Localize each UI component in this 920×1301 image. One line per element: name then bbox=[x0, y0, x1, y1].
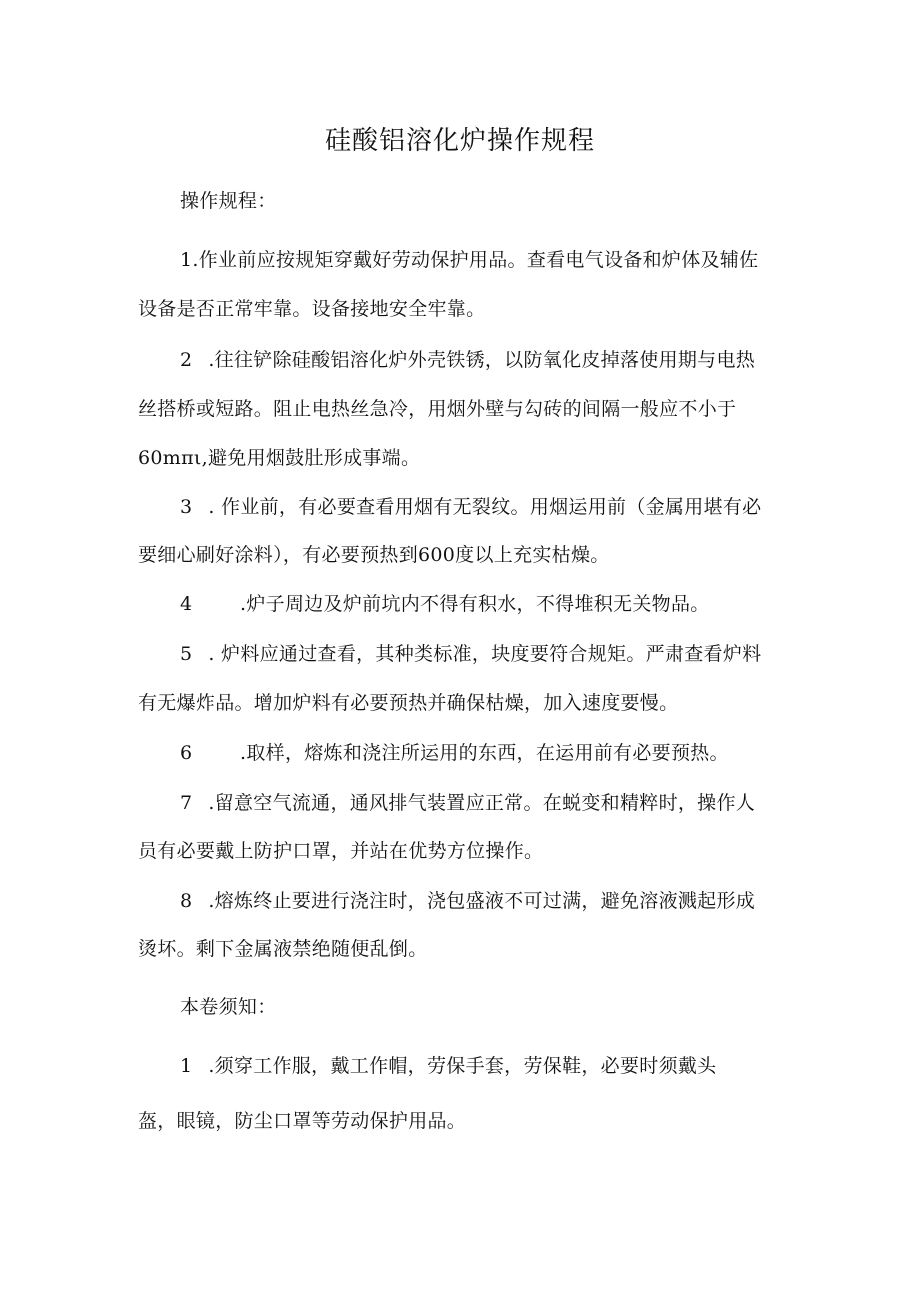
item-7-line-2: 员有必要戴上防护口罩，并站在优势方位操作。 bbox=[138, 840, 544, 862]
note-1-text: .须穿工作服，戴工作帽，劳保手套，劳保鞋，必要时须戴头 bbox=[208, 1055, 717, 1077]
item-5-text: . 炉料应通过查看，其种类标准，块度要符合规矩。严肃查看炉料 bbox=[208, 643, 762, 665]
item-2-text: .往往铲除硅酸铝溶化炉外壳铁锈，以防氧化皮掉落使用期与电热 bbox=[208, 349, 756, 371]
item-3-number: 3 bbox=[180, 496, 193, 518]
item-6-line-1 bbox=[180, 738, 729, 765]
item-8-number: 8 bbox=[180, 890, 193, 912]
item-2-line-1 bbox=[180, 345, 755, 372]
item-1-line-1: 1.作业前应按规矩穿戴好劳动保护用品。查看电气设备和炉体及辅佐 bbox=[180, 249, 759, 271]
item-7-text: .留意空气流通，通风排气装置应正常。在蜕变和精粹时，操作人 bbox=[208, 792, 756, 814]
section-heading-procedures: 操作规程： bbox=[180, 190, 277, 212]
note-1-number: 1 bbox=[180, 1055, 193, 1077]
item-2-number: 2 bbox=[180, 349, 193, 371]
document-title: 硅酸铝溶化炉操作规程 bbox=[324, 126, 595, 156]
item-7-line-1 bbox=[180, 788, 755, 815]
note-1-line-1 bbox=[180, 1051, 717, 1078]
item-7-number: 7 bbox=[180, 792, 193, 814]
item-8-text: .熔炼终止要进行浇注时，浇包盛液不可过满，避免溶液溅起形成 bbox=[208, 890, 756, 912]
item-1-line-2: 设备是否正常牢靠。设备接地安全牢靠。 bbox=[138, 298, 486, 320]
item-8-line-2: 烫坏。剩下金属液禁绝随便乱倒。 bbox=[138, 938, 428, 960]
item-2-line-2: 丝搭桥或短路。阻止电热丝急冷，用烟外壁与勾砖的间隔一般应不小于 bbox=[138, 398, 737, 420]
item-8-line-1 bbox=[180, 886, 755, 913]
item-5-line-2: 有无爆炸品。增加炉料有必要预热并确保枯燥，加入速度要慢。 bbox=[138, 692, 679, 714]
item-3-text: . 作业前，有必要查看用烟有无裂纹。用烟运用前（金属用堪有必 bbox=[208, 496, 762, 518]
item-4-number: 4 bbox=[180, 593, 193, 615]
section-heading-notes: 本卷须知： bbox=[180, 996, 277, 1018]
item-6-text: .取样，熔炼和浇注所运用的东西，在运用前有必要预热。 bbox=[240, 742, 729, 764]
item-2-line-3: 60mπι,避免用烟鼓肚形成事端。 bbox=[138, 447, 421, 469]
item-5-line-1 bbox=[180, 639, 761, 666]
item-3-line-2: 要细心刷好涂料），有必要预热到600度以上充实枯燥。 bbox=[138, 544, 610, 566]
item-3-line-1 bbox=[180, 492, 761, 519]
note-1-line-2: 盔，眼镜，防尘口罩等劳动保护用品。 bbox=[138, 1110, 467, 1132]
item-4-text: .炉子周边及炉前坑内不得有积水，不得堆积无关物品。 bbox=[240, 593, 710, 615]
item-5-number: 5 bbox=[180, 643, 193, 665]
item-6-number: 6 bbox=[180, 742, 193, 764]
item-4-line-1 bbox=[180, 589, 710, 616]
